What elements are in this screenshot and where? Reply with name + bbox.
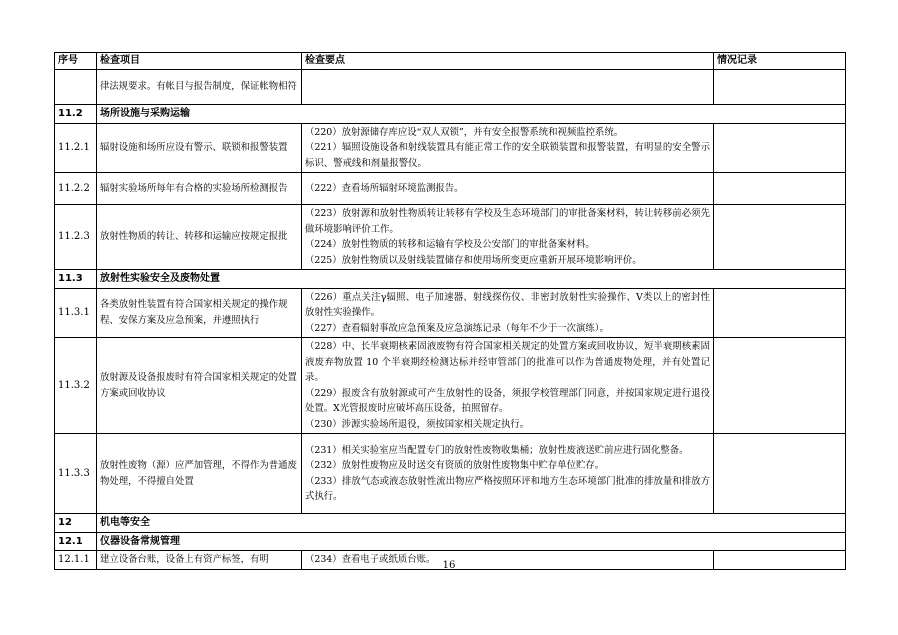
check-points <box>302 434 714 514</box>
check-point: （228）中、长半衰期核素固液废物有符合国家相关规定的处置方案或回收协议，短半衰期核素固液废弃物放置 10 个半衰期经检测达标并经审管部门的批准可以作为普通废物处理，并有处置记录。 <box>305 341 710 383</box>
check-point: （220）放射源储存库应设“双人双锁”，并有安全报警系统和视频监控系统。 <box>305 126 624 138</box>
section-row <box>55 514 846 533</box>
check-item: 律法规要求。有帐目与报告制度，保证帐物相符 <box>97 70 302 105</box>
row-number: 11.2.3 <box>55 205 97 270</box>
check-item: 放射性物质的转让、转移和运输应按规定报批 <box>97 205 302 270</box>
row-number: 11.3.3 <box>55 434 97 514</box>
check-item: 辐射实验场所每年有合格的实验场所检测报告 <box>97 173 302 205</box>
table-row <box>55 70 846 105</box>
check-point: （232）放射性废物应及时送交有资质的放射性废物集中贮存单位贮存。 <box>305 460 605 471</box>
section-title: 放射性实验安全及废物处置 <box>97 270 846 289</box>
check-item: 各类放射性装置有符合国家相关规定的操作规程、安保方案及应急预案，并遵照执行 <box>97 288 302 338</box>
record-cell[interactable] <box>714 173 846 205</box>
check-points <box>302 338 714 434</box>
check-point: （230）涉源实验场所退役，须按国家相关规定执行。 <box>305 418 530 430</box>
check-point: （226）重点关注γ辐照、电子加速器、射线探伤仪、非密封放射性实验操作、V类以上的密封性放射性实验操作。 <box>305 291 710 318</box>
check-point: （231）相关实验室应当配置专门的放射性废物收集桶；放射性废液送贮前应进行固化整备。 <box>305 444 689 456</box>
header-item: 检查项目 <box>97 53 302 70</box>
page-number: 16 <box>442 560 456 571</box>
check-points <box>302 173 714 205</box>
check-point: （233）排放气态或液态放射性流出物应严格按照环评和地方生态环境部门批准的排放量和排放方式执行。 <box>305 475 710 502</box>
check-item: 建立设备台账，设备上有资产标签，有明 <box>97 551 302 570</box>
table-row <box>55 123 846 173</box>
header-points: 检查要点 <box>302 53 714 70</box>
table-row <box>55 434 846 514</box>
section-number: 12.1 <box>55 532 97 551</box>
section-title: 仪器设备常规管理 <box>97 532 846 551</box>
row-number: 11.3.2 <box>55 338 97 434</box>
table-row <box>55 288 846 338</box>
record-cell[interactable] <box>714 288 846 338</box>
header-no: 序号 <box>55 53 97 70</box>
section-title: 机电等安全 <box>97 514 846 533</box>
section-row <box>55 532 846 551</box>
check-point: （229）报废含有放射源或可产生放射性的设备，须报学校管理部门同意，并按国家规定进行退役处置。X光管报废时应破坏高压设备，拍照留存。 <box>305 387 710 414</box>
check-point: （227）查看辐射事故应急预案及应急演练记录（每年不少于一次演练）。 <box>305 322 609 334</box>
section-number: 11.2 <box>55 105 97 124</box>
table-row <box>55 338 846 434</box>
check-point: （223）放射源和放射性物质转让转移有学校及生态环境部门的审批备案材料，转让转移前必须先做环境影响评价工作。 <box>305 208 710 235</box>
check-item: 放射性废物（源）应严加管理，不得作为普通废物处理，不得擅自处置 <box>97 434 302 514</box>
check-point: （222）查看场所辐射环境监测报告。 <box>305 182 464 194</box>
check-points <box>302 123 714 173</box>
row-number: 11.2.1 <box>55 123 97 173</box>
check-item: 放射源及设备报废时有符合国家相关规定的处置方案或回收协议 <box>97 338 302 434</box>
inspection-table <box>54 52 846 570</box>
check-item: 辐射设施和场所应设有警示、联锁和报警装置 <box>97 123 302 173</box>
section-title: 场所设施与采购运输 <box>97 105 846 124</box>
row-number <box>55 70 97 105</box>
header-record: 情况记录 <box>714 53 846 70</box>
table-header-row <box>55 53 846 70</box>
check-point: （221）辐照设施设备和射线装置具有能正常工作的安全联锁装置和报警装置，有明显的安全警示标识、警戒线和剂量报警仪。 <box>305 142 710 169</box>
row-number: 12.1.1 <box>55 551 97 570</box>
section-number: 12 <box>55 514 97 533</box>
record-cell[interactable] <box>714 338 846 434</box>
table-row <box>55 205 846 270</box>
record-cell[interactable] <box>714 434 846 514</box>
record-cell[interactable] <box>714 123 846 173</box>
check-point: （224）放射性物质的转移和运输有学校及公安部门的审批备案材料。 <box>305 239 595 250</box>
check-point: （225）放射性物质以及射线装置储存和使用场所变更应重新开展环境影响评价。 <box>305 254 642 266</box>
check-points <box>302 70 714 105</box>
section-row <box>55 105 846 124</box>
section-row <box>55 270 846 289</box>
check-points <box>302 288 714 338</box>
section-number: 11.3 <box>55 270 97 289</box>
record-cell[interactable] <box>714 70 846 105</box>
row-number: 11.2.2 <box>55 173 97 205</box>
check-point: （234）查看电子或纸质台账。 <box>305 554 436 565</box>
table-row <box>55 173 846 205</box>
row-number: 11.3.1 <box>55 288 97 338</box>
record-cell[interactable] <box>714 205 846 270</box>
check-points <box>302 205 714 270</box>
